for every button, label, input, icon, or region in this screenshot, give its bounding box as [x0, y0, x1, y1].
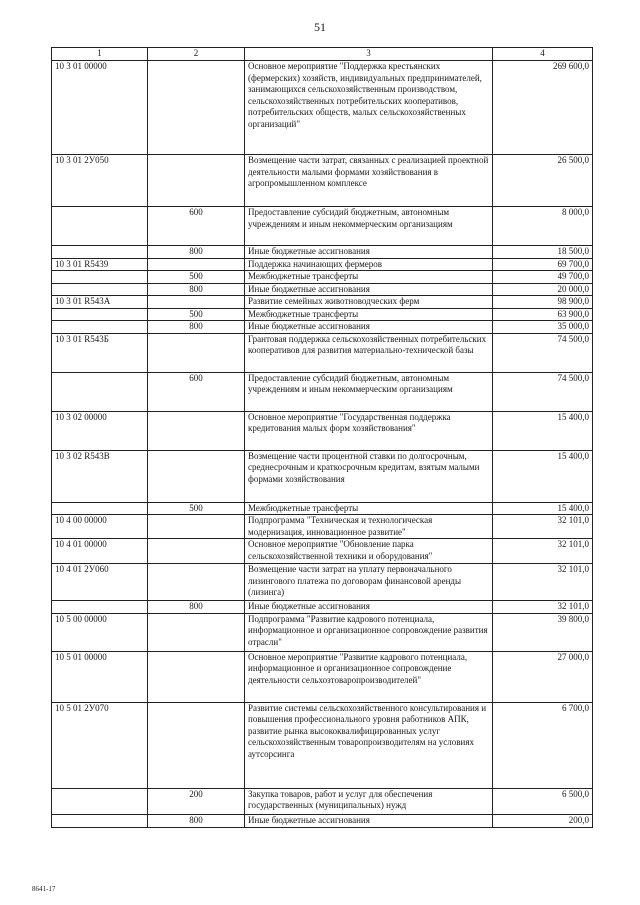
header-col-4: 4 — [493, 48, 593, 61]
table-row — [52, 651, 593, 702]
row-code — [52, 246, 148, 259]
row-expense-type: 800 — [148, 283, 245, 296]
row-amount: 35 000,0 — [493, 321, 593, 334]
table-row — [52, 308, 593, 321]
row-description: Возмещение части затрат на уплату первоначального лизингового платежа по договорам финансовой аренды (лизинга) — [245, 564, 493, 601]
row-code — [52, 814, 148, 827]
row-code: 10 3 02 00000 — [52, 411, 148, 450]
row-code — [52, 601, 148, 614]
table-row — [52, 502, 593, 515]
table-row — [52, 702, 593, 788]
row-amount: 98 900,0 — [493, 296, 593, 309]
row-expense-type — [148, 613, 245, 651]
row-expense-type: 800 — [148, 814, 245, 827]
table-row — [52, 296, 593, 309]
row-amount: 74 500,0 — [493, 333, 593, 372]
row-code: 10 3 01 R543Б — [52, 333, 148, 372]
row-description: Иные бюджетные ассигнования — [245, 283, 493, 296]
table-row — [52, 564, 593, 601]
row-code: 10 3 02 R543В — [52, 450, 148, 502]
row-code — [52, 372, 148, 411]
row-description: Грантовая поддержка сельскохозяйственных потребительских кооперативов для развития материально-технической базы — [245, 333, 493, 372]
row-description: Иные бюджетные ассигнования — [245, 321, 493, 334]
row-code: 10 3 01 R5439 — [52, 258, 148, 271]
row-code: 10 4 00 00000 — [52, 515, 148, 539]
row-description: Иные бюджетные ассигнования — [245, 601, 493, 614]
row-description: Иные бюджетные ассигнования — [245, 814, 493, 827]
row-description: Подпрограмма "Развитие кадрового потенциала, информационное и организационное сопровождение развития отрасли" — [245, 613, 493, 651]
row-amount: 32 101,0 — [493, 564, 593, 601]
row-expense-type: 600 — [148, 372, 245, 411]
row-description: Развитие системы сельскохозяйственного консультирования и повышения профессионального уровня работников АПК, развитие рынка высококвалифицированных услуг сельскохозяйственным товаропроизводителям на условиях аутсорсинга — [245, 702, 493, 788]
row-description: Основное мероприятие "Обновление парка сельскохозяйственной техники и оборудования" — [245, 539, 493, 564]
row-expense-type: 800 — [148, 321, 245, 334]
row-expense-type — [148, 702, 245, 788]
table-row — [52, 207, 593, 246]
table-row — [52, 372, 593, 411]
row-description: Закупка товаров, работ и услуг для обеспечения государственных (муниципальных) нужд — [245, 788, 493, 814]
row-code — [52, 207, 148, 246]
table-row — [52, 283, 593, 296]
row-description: Предоставление субсидий бюджетным, автономным учреждениям и иным некоммерческим организациям — [245, 207, 493, 246]
row-code: 10 5 00 00000 — [52, 613, 148, 651]
row-amount: 27 000,0 — [493, 651, 593, 702]
row-amount: 39 800,0 — [493, 613, 593, 651]
row-expense-type: 500 — [148, 308, 245, 321]
row-description: Возмещение части затрат, связанных с реализацией проектной деятельности малыми формами хозяйствования в агропромышленном комплексе — [245, 155, 493, 207]
row-code: 10 5 01 2У070 — [52, 702, 148, 788]
header-col-3: 3 — [245, 48, 493, 61]
row-expense-type — [148, 515, 245, 539]
table-row — [52, 601, 593, 614]
row-amount: 15 400,0 — [493, 450, 593, 502]
row-code: 10 3 01 00000 — [52, 61, 148, 155]
row-description: Предоставление субсидий бюджетным, автономным учреждениям и иным некоммерческим организациям — [245, 372, 493, 411]
row-expense-type — [148, 61, 245, 155]
row-code: 10 4 01 2У060 — [52, 564, 148, 601]
row-description: Иные бюджетные ассигнования — [245, 246, 493, 259]
row-description: Основное мероприятие "Развитие кадрового потенциала, информационное и организационное сопровождение деятельности сельхозтоваропроизводителей" — [245, 651, 493, 702]
row-expense-type: 800 — [148, 246, 245, 259]
row-code — [52, 788, 148, 814]
row-expense-type: 500 — [148, 271, 245, 284]
table-row — [52, 539, 593, 564]
row-expense-type — [148, 296, 245, 309]
table-row — [52, 411, 593, 450]
row-description: Межбюджетные трансферты — [245, 271, 493, 284]
row-description: Межбюджетные трансферты — [245, 502, 493, 515]
row-amount: 18 500,0 — [493, 246, 593, 259]
header-col-2: 2 — [148, 48, 245, 61]
row-amount: 200,0 — [493, 814, 593, 827]
row-expense-type — [148, 411, 245, 450]
row-amount: 69 700,0 — [493, 258, 593, 271]
row-amount: 15 400,0 — [493, 502, 593, 515]
table-row — [52, 515, 593, 539]
row-amount: 49 700,0 — [493, 271, 593, 284]
row-code: 10 5 01 00000 — [52, 651, 148, 702]
row-description: Основное мероприятие "Государственная поддержка кредитования малых форм хозяйствования" — [245, 411, 493, 450]
row-expense-type — [148, 258, 245, 271]
row-code — [52, 271, 148, 284]
table-row — [52, 788, 593, 814]
row-amount: 63 900,0 — [493, 308, 593, 321]
row-amount: 20 000,0 — [493, 283, 593, 296]
row-expense-type — [148, 564, 245, 601]
budget-table — [51, 47, 593, 828]
table-row — [52, 333, 593, 372]
row-amount: 32 101,0 — [493, 515, 593, 539]
table-row — [52, 814, 593, 827]
row-description: Межбюджетные трансферты — [245, 308, 493, 321]
row-code: 10 3 01 2У050 — [52, 155, 148, 207]
row-amount: 32 101,0 — [493, 601, 593, 614]
row-description: Поддержка начинающих фермеров — [245, 258, 493, 271]
row-description: Основное мероприятие "Поддержка крестьянских (фермерских) хозяйств, индивидуальных предпринимателей, занимающихся сельскохозяйственным производством, сельскохозяйственных потребительских кооперативов, потребительских обществ, малых сельскохозяйственных организаций" — [245, 61, 493, 155]
row-code: 10 4 01 00000 — [52, 539, 148, 564]
table-row — [52, 271, 593, 284]
header-row — [52, 48, 593, 61]
footer-document-code: 8641-17 — [32, 885, 56, 893]
row-amount: 6 500,0 — [493, 788, 593, 814]
table-row — [52, 61, 593, 155]
page-number: 51 — [314, 20, 326, 34]
row-amount: 6 700,0 — [493, 702, 593, 788]
row-description: Подпрограмма "Техническая и технологическая модернизация, инновационное развитие" — [245, 515, 493, 539]
row-amount: 32 101,0 — [493, 539, 593, 564]
row-expense-type — [148, 450, 245, 502]
row-expense-type — [148, 539, 245, 564]
row-code — [52, 502, 148, 515]
row-code — [52, 283, 148, 296]
row-amount: 8 000,0 — [493, 207, 593, 246]
row-expense-type: 800 — [148, 601, 245, 614]
table-row — [52, 155, 593, 207]
row-amount: 15 400,0 — [493, 411, 593, 450]
row-expense-type: 500 — [148, 502, 245, 515]
row-code — [52, 321, 148, 334]
header-col-1: 1 — [52, 48, 148, 61]
row-description: Развитие семейных животноводческих ферм — [245, 296, 493, 309]
row-expense-type — [148, 333, 245, 372]
row-code: 10 3 01 R543А — [52, 296, 148, 309]
row-expense-type: 200 — [148, 788, 245, 814]
table-row — [52, 246, 593, 259]
row-code — [52, 308, 148, 321]
table-row — [52, 450, 593, 502]
row-expense-type — [148, 651, 245, 702]
row-description: Возмещение части процентной ставки по долгосрочным, среднесрочным и краткосрочным кредитам, взятым малыми формами хозяйствования — [245, 450, 493, 502]
row-expense-type — [148, 155, 245, 207]
row-amount: 26 500,0 — [493, 155, 593, 207]
table-row — [52, 321, 593, 334]
row-expense-type: 600 — [148, 207, 245, 246]
row-amount: 269 600,0 — [493, 61, 593, 155]
table-row — [52, 258, 593, 271]
row-amount: 74 500,0 — [493, 372, 593, 411]
table-row — [52, 613, 593, 651]
